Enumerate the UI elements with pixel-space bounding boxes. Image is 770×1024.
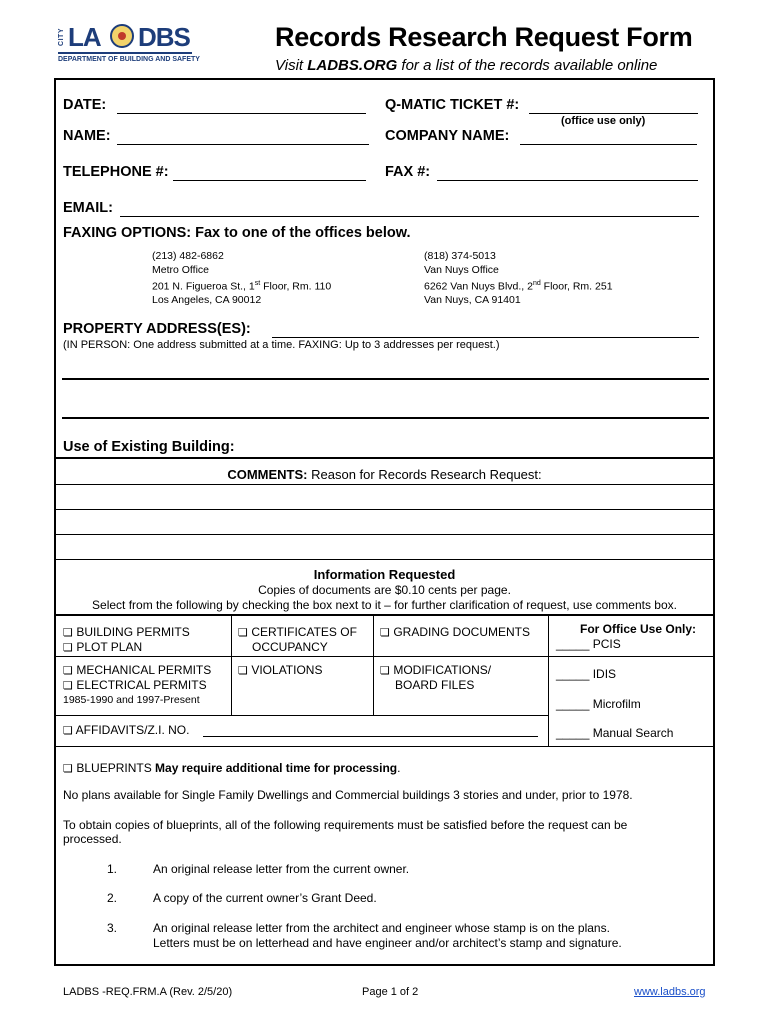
property-address-label: PROPERTY ADDRESS(ES):	[63, 321, 251, 337]
blueprints-obtain-line-1: To obtain copies of blueprints, all of the following requirements must be satisfied before the request can be	[63, 818, 628, 832]
logo-la-text: LA	[68, 22, 101, 52]
telephone-field[interactable]	[173, 164, 366, 181]
property-address-line-3[interactable]	[62, 417, 709, 419]
violations-checkbox[interactable]: ❏ VIOLATIONS	[238, 663, 323, 677]
use-existing-building-label: Use of Existing Building:	[63, 439, 235, 455]
info-line-1: Copies of documents are $0.10 cents per page.	[258, 583, 511, 597]
office-use-note: (office use only)	[561, 115, 646, 127]
telephone-label: TELEPHONE #:	[63, 164, 169, 180]
company-label: COMPANY NAME:	[385, 128, 510, 144]
modifications-label-2: BOARD FILES	[395, 678, 475, 692]
divider	[55, 457, 714, 459]
page-subtitle: Visit LADBS.ORG for a list of the records available online	[275, 57, 658, 74]
requirement-text: An original release letter from the architect and engineer whose stamp is on the plans.	[153, 921, 610, 935]
blueprints-no-plans-note: No plans available for Single Family Dwellings and Commercial buildings 3 stories and under, prior to 1978.	[63, 788, 633, 802]
blueprints-obtain-line-2: processed.	[63, 832, 122, 846]
electrical-permits-checkbox[interactable]: ❏ ELECTRICAL PERMITS	[63, 678, 207, 692]
comments-line-3[interactable]	[55, 534, 714, 535]
checkbox-icon: ❏	[63, 725, 73, 737]
requirement-number: 3.	[107, 921, 118, 935]
affidavits-checkbox[interactable]: ❏ AFFIDAVITS/Z.I. NO.	[63, 723, 190, 737]
logo-dept-text: DEPARTMENT OF BUILDING AND SAFETY	[58, 56, 200, 63]
requirement-number: 2.	[107, 891, 118, 905]
checkbox-icon: ❏	[63, 665, 73, 677]
certificates-of-occupancy-checkbox[interactable]: ❏ CERTIFICATES OF	[238, 625, 357, 639]
affidavits-field[interactable]	[203, 723, 538, 737]
grid-divider	[373, 615, 374, 715]
page-number: Page 1 of 2	[362, 986, 419, 998]
checkbox-icon: ❏	[63, 642, 73, 654]
city-seal-icon	[110, 24, 134, 48]
logo-rule	[58, 52, 192, 54]
comments-label: COMMENTS: Reason for Records Research Request:	[227, 467, 542, 482]
logo-city-text: CITY	[58, 28, 65, 46]
requirement-text: An original release letter from the current owner.	[153, 862, 410, 876]
comments-line-2[interactable]	[55, 509, 714, 510]
checkbox-icon: ❏	[63, 627, 73, 639]
requirement-number: 1.	[107, 862, 118, 876]
office-use-heading: For Office Use Only:	[580, 622, 697, 636]
ladbs-website-link[interactable]: www.ladbs.org	[634, 986, 706, 998]
qmatic-field[interactable]	[529, 97, 698, 114]
divider	[55, 614, 714, 616]
fax-label: FAX #:	[385, 164, 431, 180]
grid-divider	[55, 746, 714, 747]
date-label: DATE:	[63, 97, 107, 113]
property-address-line-2[interactable]	[62, 378, 709, 380]
date-field[interactable]	[117, 97, 366, 114]
permit-years-note: 1985-1990 and 1997-Present	[63, 694, 200, 706]
info-line-2: Select from the following by checking the box next to it – for further clarification of request, use comments box.	[92, 598, 677, 612]
comments-line-4[interactable]	[55, 559, 714, 560]
grid-divider	[55, 656, 714, 657]
checkbox-icon: ❏	[238, 627, 248, 639]
checkbox-icon: ❏	[238, 665, 248, 677]
modifications-checkbox[interactable]: ❏ MODIFICATIONS/	[380, 663, 492, 677]
form-id: LADBS -REQ.FRM.A (Rev. 2/5/20)	[63, 986, 233, 998]
grid-divider	[231, 615, 232, 715]
property-address-note: (IN PERSON: One address submitted at a time. FAXING: Up to 3 addresses per request.)	[63, 339, 500, 351]
email-field[interactable]	[120, 200, 699, 217]
metro-office-block: (213) 482-6862 Metro Office 201 N. Figueroa St., 1st Floor, Rm. 110 Los Angeles, CA 90012	[152, 250, 332, 306]
building-permits-checkbox[interactable]: ❏ BUILDING PERMITS	[63, 625, 190, 639]
info-heading: Information Requested	[313, 567, 456, 582]
requirement-text: A copy of the current owner’s Grant Deed.	[153, 891, 377, 905]
page-title: Records Research Request Form	[275, 22, 693, 52]
fax-field[interactable]	[437, 164, 698, 181]
mechanical-permits-checkbox[interactable]: ❏ MECHANICAL PERMITS	[63, 663, 212, 677]
office-use-idis[interactable]: _____ IDIS	[556, 667, 617, 681]
name-label: NAME:	[63, 128, 111, 144]
faxing-heading: FAXING OPTIONS: Fax to one of the offices below.	[63, 225, 411, 241]
grid-divider	[548, 615, 549, 746]
checkbox-icon: ❏	[380, 665, 390, 677]
office-use-pcis[interactable]: _____ PCIS	[556, 637, 621, 651]
blueprints-checkbox[interactable]: ❏ BLUEPRINTS May require additional time for processing.	[63, 761, 401, 775]
certificates-of-occupancy-label-2: OCCUPANCY	[252, 640, 328, 654]
vannuys-office-block: (818) 374-5013 Van Nuys Office 6262 Van Nuys Blvd., 2nd Floor, Rm. 251 Van Nuys, CA 91401	[424, 250, 613, 306]
checkbox-icon: ❏	[380, 627, 390, 639]
qmatic-label: Q-MATIC TICKET #:	[385, 97, 520, 113]
grid-divider	[55, 715, 548, 716]
ladbs-logo	[58, 22, 198, 72]
office-use-manual-search[interactable]: _____ Manual Search	[556, 726, 674, 740]
company-field[interactable]	[520, 128, 697, 145]
comments-line-1[interactable]	[55, 484, 714, 485]
grading-documents-checkbox[interactable]: ❏ GRADING DOCUMENTS	[380, 625, 531, 639]
office-use-microfilm[interactable]: _____ Microfilm	[556, 697, 641, 711]
logo-dbs-text: DBS	[138, 22, 190, 52]
checkbox-icon: ❏	[63, 763, 73, 775]
plot-plan-checkbox[interactable]: ❏ PLOT PLAN	[63, 640, 143, 654]
checkbox-icon: ❏	[63, 680, 73, 692]
requirement-text-continued: Letters must be on letterhead and have engineer and/or architect’s stamp and signature.	[153, 936, 622, 950]
email-label: EMAIL:	[63, 200, 113, 216]
name-field[interactable]	[117, 128, 369, 145]
property-address-field[interactable]	[272, 321, 699, 338]
